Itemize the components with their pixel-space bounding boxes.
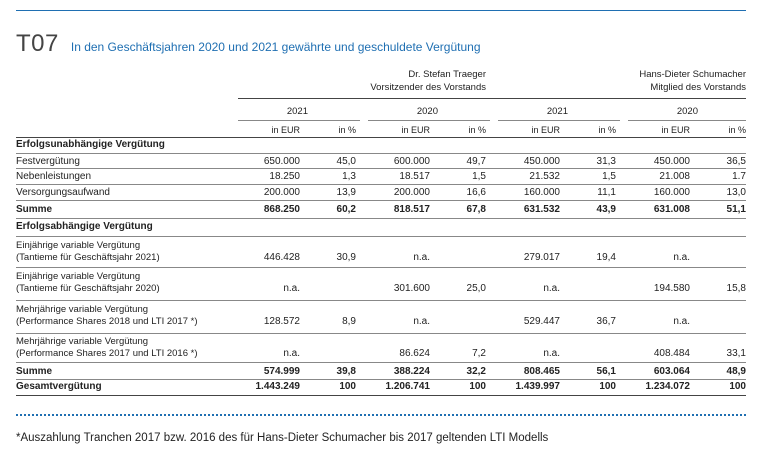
table-cell: 31,3 — [596, 156, 616, 167]
table-cell: 11,1 — [597, 187, 616, 198]
table-cell: n.a. — [283, 283, 300, 294]
table-cell: 100 — [729, 381, 746, 392]
table-cell: 1,3 — [342, 171, 356, 182]
row-label: Festvergütung — [16, 156, 80, 167]
unit-label: in % — [598, 125, 616, 135]
table-cell: 160.000 — [653, 187, 690, 198]
table-rule — [16, 137, 746, 138]
row-divider — [16, 218, 746, 219]
row-divider — [16, 379, 746, 380]
table-cell: 39,8 — [336, 366, 356, 377]
row-divider — [16, 184, 746, 185]
table-cell: 25,0 — [466, 283, 486, 294]
row-label: Nebenleistungen — [16, 171, 92, 182]
table-cell: 1.7 — [732, 171, 746, 182]
table-cell: 21.008 — [659, 171, 690, 182]
table-cell: 450.000 — [653, 156, 690, 167]
table-cell: 60,2 — [336, 204, 356, 215]
table-cell: 16,6 — [466, 187, 486, 198]
person-name: Hans-Dieter Schumacher — [639, 69, 746, 80]
row-label: Mehrjährige variable Vergütung (Performance Shares 2018 und LTI 2017 *) — [16, 304, 198, 327]
table-cell: 301.600 — [393, 283, 430, 294]
table-cell: n.a. — [543, 283, 560, 294]
table-cell: 200.000 — [393, 187, 430, 198]
table-cell: n.a. — [673, 316, 690, 327]
table-cell: 450.000 — [523, 156, 560, 167]
table-cell: 33,1 — [726, 348, 746, 359]
row-divider — [16, 200, 746, 201]
table-cell: 48,9 — [726, 366, 746, 377]
unit-label: in % — [468, 125, 486, 135]
table-cell: 7,2 — [472, 348, 486, 359]
table-cell: 1.443.249 — [255, 381, 300, 392]
section-fixed-label: Erfolgsunabhängige Vergütung — [16, 139, 165, 150]
row-label: Versorgungsaufwand — [16, 187, 110, 198]
header-rule — [238, 98, 746, 99]
table-cell: 49,7 — [466, 156, 486, 167]
section-variable-label: Erfolgsabhängige Vergütung — [16, 221, 153, 232]
table-cell: 128.572 — [263, 316, 300, 327]
table-cell: n.a. — [413, 316, 430, 327]
year-rule — [368, 120, 490, 121]
table-cell: 1,5 — [472, 171, 486, 182]
row-label: Mehrjährige variable Vergütung (Performance Shares 2017 und LTI 2016 *) — [16, 336, 198, 359]
unit-label: in EUR — [531, 125, 560, 135]
row-divider — [16, 267, 746, 268]
table-cell: 1.234.072 — [645, 381, 690, 392]
table-cell: 32,2 — [466, 366, 486, 377]
row-label: Summe — [16, 204, 53, 215]
table-cell: 194.580 — [653, 283, 690, 294]
year-rule — [628, 120, 746, 121]
table-cell: 30,9 — [336, 252, 356, 263]
year-label: 2020 — [676, 106, 698, 117]
table-cell: 631.532 — [523, 204, 560, 215]
table-cell: 808.465 — [523, 366, 560, 377]
row-divider — [16, 362, 746, 363]
table-cell: n.a. — [413, 252, 430, 263]
table-cell: 529.447 — [523, 316, 560, 327]
table-cell: 408.484 — [653, 348, 690, 359]
table-cell: 36,7 — [596, 316, 616, 327]
footnote: *Auszahlung Tranchen 2017 bzw. 2016 des für Hans-Dieter Schumacher bis 2017 geltenden LTI Modells — [16, 432, 549, 444]
table-cell: 67,8 — [466, 204, 486, 215]
table-cell: 200.000 — [263, 187, 300, 198]
table-cell: n.a. — [673, 252, 690, 263]
year-rule — [238, 120, 360, 121]
row-label: Gesamtvergütung — [16, 381, 102, 392]
unit-label: in EUR — [271, 125, 300, 135]
unit-label: in % — [338, 125, 356, 135]
table-cell: 86.624 — [399, 348, 430, 359]
person-role: Mitglied des Vorstands — [650, 82, 746, 93]
table-cell: 56,1 — [596, 366, 616, 377]
row-divider — [16, 236, 746, 237]
row-label: Einjährige variable Vergütung (Tantieme für Geschäftsjahr 2021) — [16, 240, 160, 263]
row-divider — [16, 333, 746, 334]
person-header-traeger — [370, 68, 486, 94]
table-cell: 13,0 — [726, 187, 746, 198]
table-cell: 15,8 — [726, 283, 746, 294]
table-cell: 279.017 — [523, 252, 560, 263]
table-cell: 631.008 — [653, 204, 690, 215]
table-cell: 100 — [599, 381, 616, 392]
unit-label: in EUR — [661, 125, 690, 135]
row-divider — [16, 153, 746, 154]
row-label: Summe — [16, 366, 53, 377]
year-rule — [498, 120, 620, 121]
table-cell: n.a. — [283, 348, 300, 359]
table-cell: 21.532 — [529, 171, 560, 182]
year-label: 2021 — [286, 106, 308, 117]
table-cell: 43,9 — [596, 204, 616, 215]
table-cell: 388.224 — [393, 366, 430, 377]
table-cell: 36,5 — [726, 156, 746, 167]
person-header-schumacher — [600, 68, 746, 94]
dotted-separator — [16, 414, 746, 416]
table-cell: 18.517 — [399, 171, 430, 182]
table-bottom-rule — [16, 395, 746, 396]
table-cell: 650.000 — [263, 156, 300, 167]
table-cell: 1.206.741 — [385, 381, 430, 392]
table-cell: 574.999 — [263, 366, 300, 377]
table-cell: 100 — [339, 381, 356, 392]
top-rule — [16, 10, 746, 11]
table-cell: 51,1 — [726, 204, 746, 215]
table-cell: 160.000 — [523, 187, 560, 198]
table-cell: 603.064 — [653, 366, 690, 377]
table-code: T07 — [16, 30, 59, 57]
unit-label: in % — [728, 125, 746, 135]
table-header — [16, 30, 481, 58]
table-cell: 19,4 — [596, 252, 616, 263]
person-role: Vorsitzender des Vorstands — [370, 82, 486, 93]
table-cell: 18.250 — [269, 171, 300, 182]
table-cell: 13,9 — [336, 187, 356, 198]
year-label: 2020 — [416, 106, 438, 117]
table-cell: 446.428 — [263, 252, 300, 263]
year-label: 2021 — [546, 106, 568, 117]
table-title: In den Geschäftsjahren 2020 und 2021 gewährte und geschuldete Vergütung — [70, 40, 481, 54]
table-cell: 45,0 — [336, 156, 356, 167]
table-cell: 1.439.997 — [515, 381, 560, 392]
table-cell: 1,5 — [602, 171, 616, 182]
row-divider — [16, 168, 746, 169]
table-cell: 100 — [469, 381, 486, 392]
table-cell: 8,9 — [342, 316, 356, 327]
row-label: Einjährige variable Vergütung (Tantieme für Geschäftsjahr 2020) — [16, 271, 160, 294]
table-cell: n.a. — [543, 348, 560, 359]
person-name: Dr. Stefan Traeger — [408, 69, 486, 80]
table-cell: 868.250 — [263, 204, 300, 215]
row-divider — [16, 300, 746, 301]
table-cell: 818.517 — [393, 204, 430, 215]
unit-label: in EUR — [401, 125, 430, 135]
table-cell: 600.000 — [393, 156, 430, 167]
